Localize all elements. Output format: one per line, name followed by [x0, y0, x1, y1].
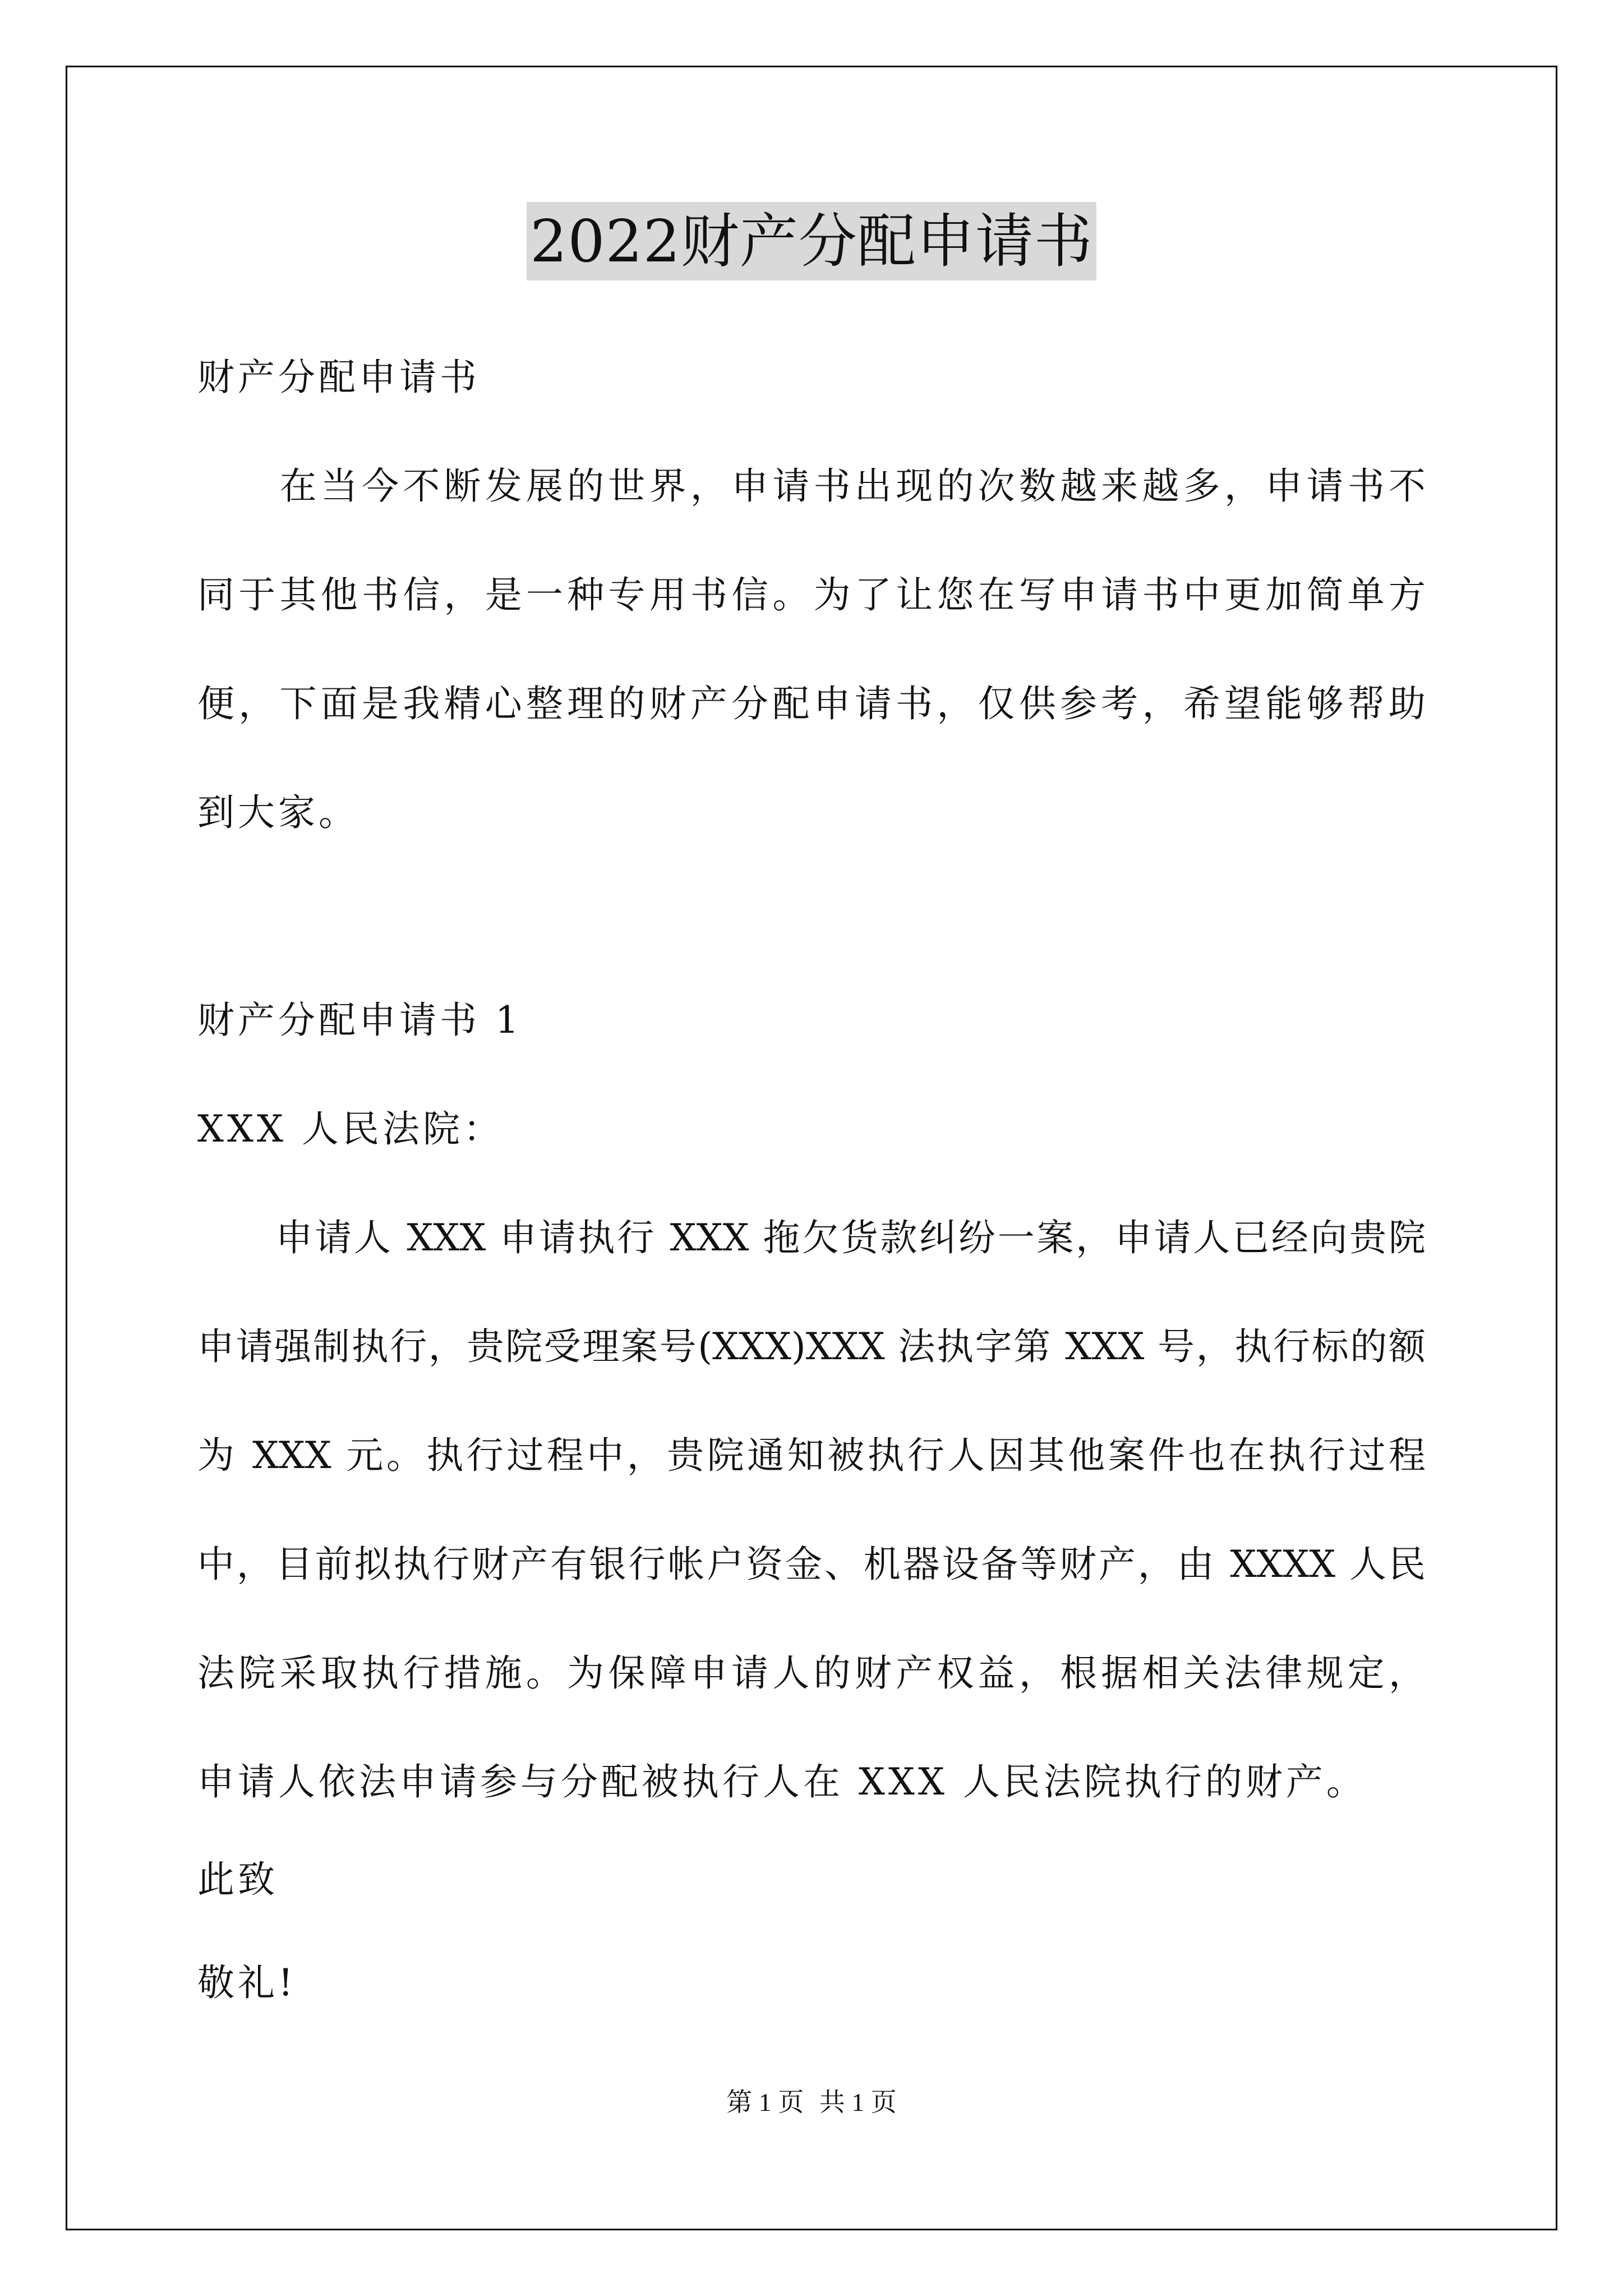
intro-line-3: 便，下面是我精心整理的财产分配申请书，仅供参考，希望能够帮助 [197, 682, 1426, 725]
salutation: XXX 人民法院： [197, 1107, 504, 1151]
intro-line-2: 同于其他书信，是一种专用书信。为了让您在写申请书中更加简单方 [197, 573, 1426, 616]
intro-line-4: 到大家。 [197, 791, 359, 834]
intro-heading: 财产分配申请书 [197, 356, 480, 399]
section-heading: 财产分配申请书 1 [197, 999, 522, 1042]
document-title: 2022财产分配申请书 [527, 202, 1096, 280]
title-container [0, 202, 1623, 280]
body-line-6: 申请人依法申请参与分配被执行人在 XXX 人民法院执行的财产。 [197, 1760, 1367, 1803]
body-line-5: 法院采取执行措施。为保障申请人的财产权益，根据相关法律规定， [197, 1651, 1426, 1695]
closing-cizhi: 此致 [197, 1858, 278, 1901]
page-number-total: 共 1 页 [819, 2088, 897, 2116]
body-line-2: 申请强制执行，贵院受理案号(XXX)XXX 法执字第 XXX 号，执行标的额 [197, 1325, 1426, 1368]
body-line-1: 申请人 XXX 申请执行 XXX 拖欠货款纠纷一案，申请人已经向贵院 [197, 1216, 1426, 1259]
intro-line-1: 在当今不断发展的世界，申请书出现的次数越来越多，申请书不 [197, 464, 1426, 508]
closing-jingli: 敬礼! [197, 1961, 297, 2004]
body-line-4: 中，目前拟执行财产有银行帐户资金、机器设备等财产，由 XXXX 人民 [197, 1543, 1426, 1586]
body-line-3: 为 XXX 元。执行过程中，贵院通知被执行人因其他案件也在执行过程 [197, 1434, 1426, 1477]
page-footer [0, 2086, 1623, 2119]
page-number-current: 第 1 页 [726, 2088, 804, 2116]
